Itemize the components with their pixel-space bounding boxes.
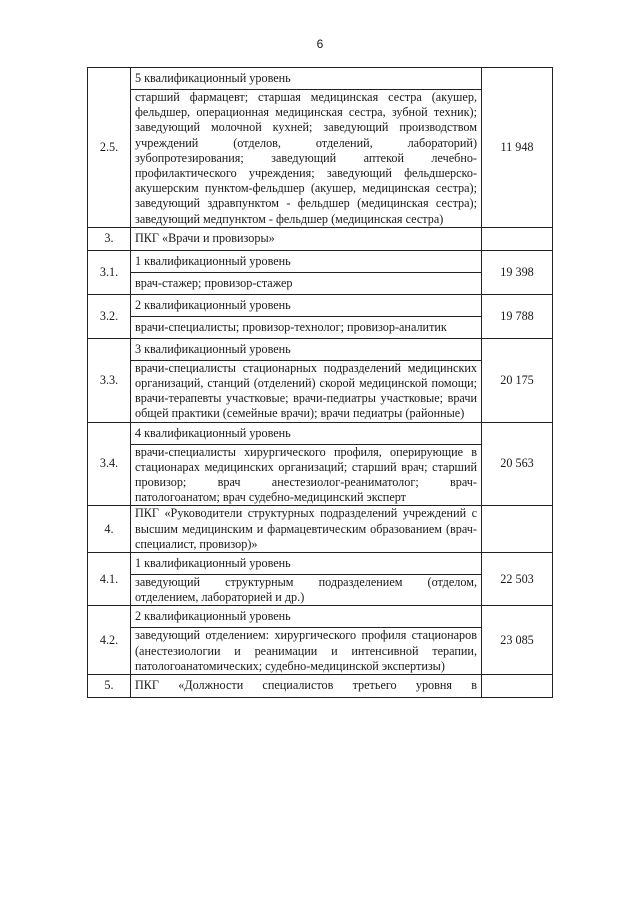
position-list: старший фармацевт; старшая медицинская сестра (акушер, фельдшер, операционная медицинская сестра, зубной техник); заведующий молочной кухней; заведующий производством учреждений (отделов, отделений, лабораторий) зубопротезирования; заведующий аптекой лечебно-профилактического учреждения; заведующий фельдшерско-акушерским пунктом-фельдшер (акушер, медицинская сестра); заведующий здравпунктом - фельдшер (медицинская сестра); заведующий медпунктом - фельдшер (медицинская сестра) xyxy=(131,90,482,228)
row-number: 3.3. xyxy=(88,338,131,422)
row-number: 3.4. xyxy=(88,422,131,506)
table-row xyxy=(88,422,553,444)
table-row xyxy=(88,294,553,316)
salary-value: 20 563 xyxy=(482,422,553,506)
group-row xyxy=(88,675,553,698)
group-title: ПКГ «Руководители структурных подразделений учреждений с высшим медицинским и фармацевтическим образованием (врач-специалист, провизор)» xyxy=(131,506,482,553)
position-list: врачи-специалисты; провизор-технолог; провизор-аналитик xyxy=(131,316,482,338)
qualification-level: 1 квалификационный уровень xyxy=(131,250,482,272)
empty-cell xyxy=(482,506,553,553)
page-number: 6 xyxy=(316,37,324,51)
position-list: врачи-специалисты стационарных подразделений медицинских организаций, станций (отделений) скорой медицинской помощи; врачи-терапевты участковые; врачи-педиатры участковые; врачи общей практики (семейные врачи); врачи педиатры (районные) xyxy=(131,360,482,422)
group-row xyxy=(88,506,553,553)
salary-value: 22 503 xyxy=(482,553,553,606)
group-number: 4. xyxy=(88,506,131,553)
table-row xyxy=(88,338,553,360)
salary-value: 19 788 xyxy=(482,294,553,338)
group-row xyxy=(88,227,553,250)
qualification-level: 2 квалификационный уровень xyxy=(131,606,482,628)
group-title: ПКГ «Должности специалистов третьего уровня в xyxy=(131,675,482,698)
table-row xyxy=(88,553,553,575)
salary-value: 19 398 xyxy=(482,250,553,294)
row-number: 2.5. xyxy=(88,68,131,228)
salary-value: 23 085 xyxy=(482,606,553,675)
empty-cell xyxy=(482,227,553,250)
qualification-level: 5 квалификационный уровень xyxy=(131,68,482,90)
salary-table xyxy=(87,67,553,698)
qualification-level: 4 квалификационный уровень xyxy=(131,422,482,444)
row-number: 4.1. xyxy=(88,553,131,606)
row-number: 3.2. xyxy=(88,294,131,338)
salary-value: 11 948 xyxy=(482,68,553,228)
position-list: врач-стажер; провизор-стажер xyxy=(131,272,482,294)
group-number: 3. xyxy=(88,227,131,250)
qualification-level: 3 квалификационный уровень xyxy=(131,338,482,360)
group-title: ПКГ «Врачи и провизоры» xyxy=(131,227,482,250)
row-number: 3.1. xyxy=(88,250,131,294)
group-number: 5. xyxy=(88,675,131,698)
position-list: заведующий отделением: хирургического профиля стационаров (анестезиологии и реанимации и интенсивной терапии, патологоанатомических; судебно-медицинской экспертизы) xyxy=(131,628,482,675)
qualification-level: 2 квалификационный уровень xyxy=(131,294,482,316)
table-row xyxy=(88,250,553,272)
row-number: 4.2. xyxy=(88,606,131,675)
qualification-level: 1 квалификационный уровень xyxy=(131,553,482,575)
salary-value: 20 175 xyxy=(482,338,553,422)
position-list: врачи-специалисты хирургического профиля, оперирующие в стационарах медицинских организаций; старший врач; старший провизор; врач анестезиолог-реаниматолог; врач-патологоанатом; врач судебно-медицинский эксперт xyxy=(131,444,482,506)
table-row xyxy=(88,68,553,90)
empty-cell xyxy=(482,675,553,698)
position-list: заведующий структурным подразделением (отделом, отделением, лабораторией и др.) xyxy=(131,575,482,606)
table-row xyxy=(88,606,553,628)
